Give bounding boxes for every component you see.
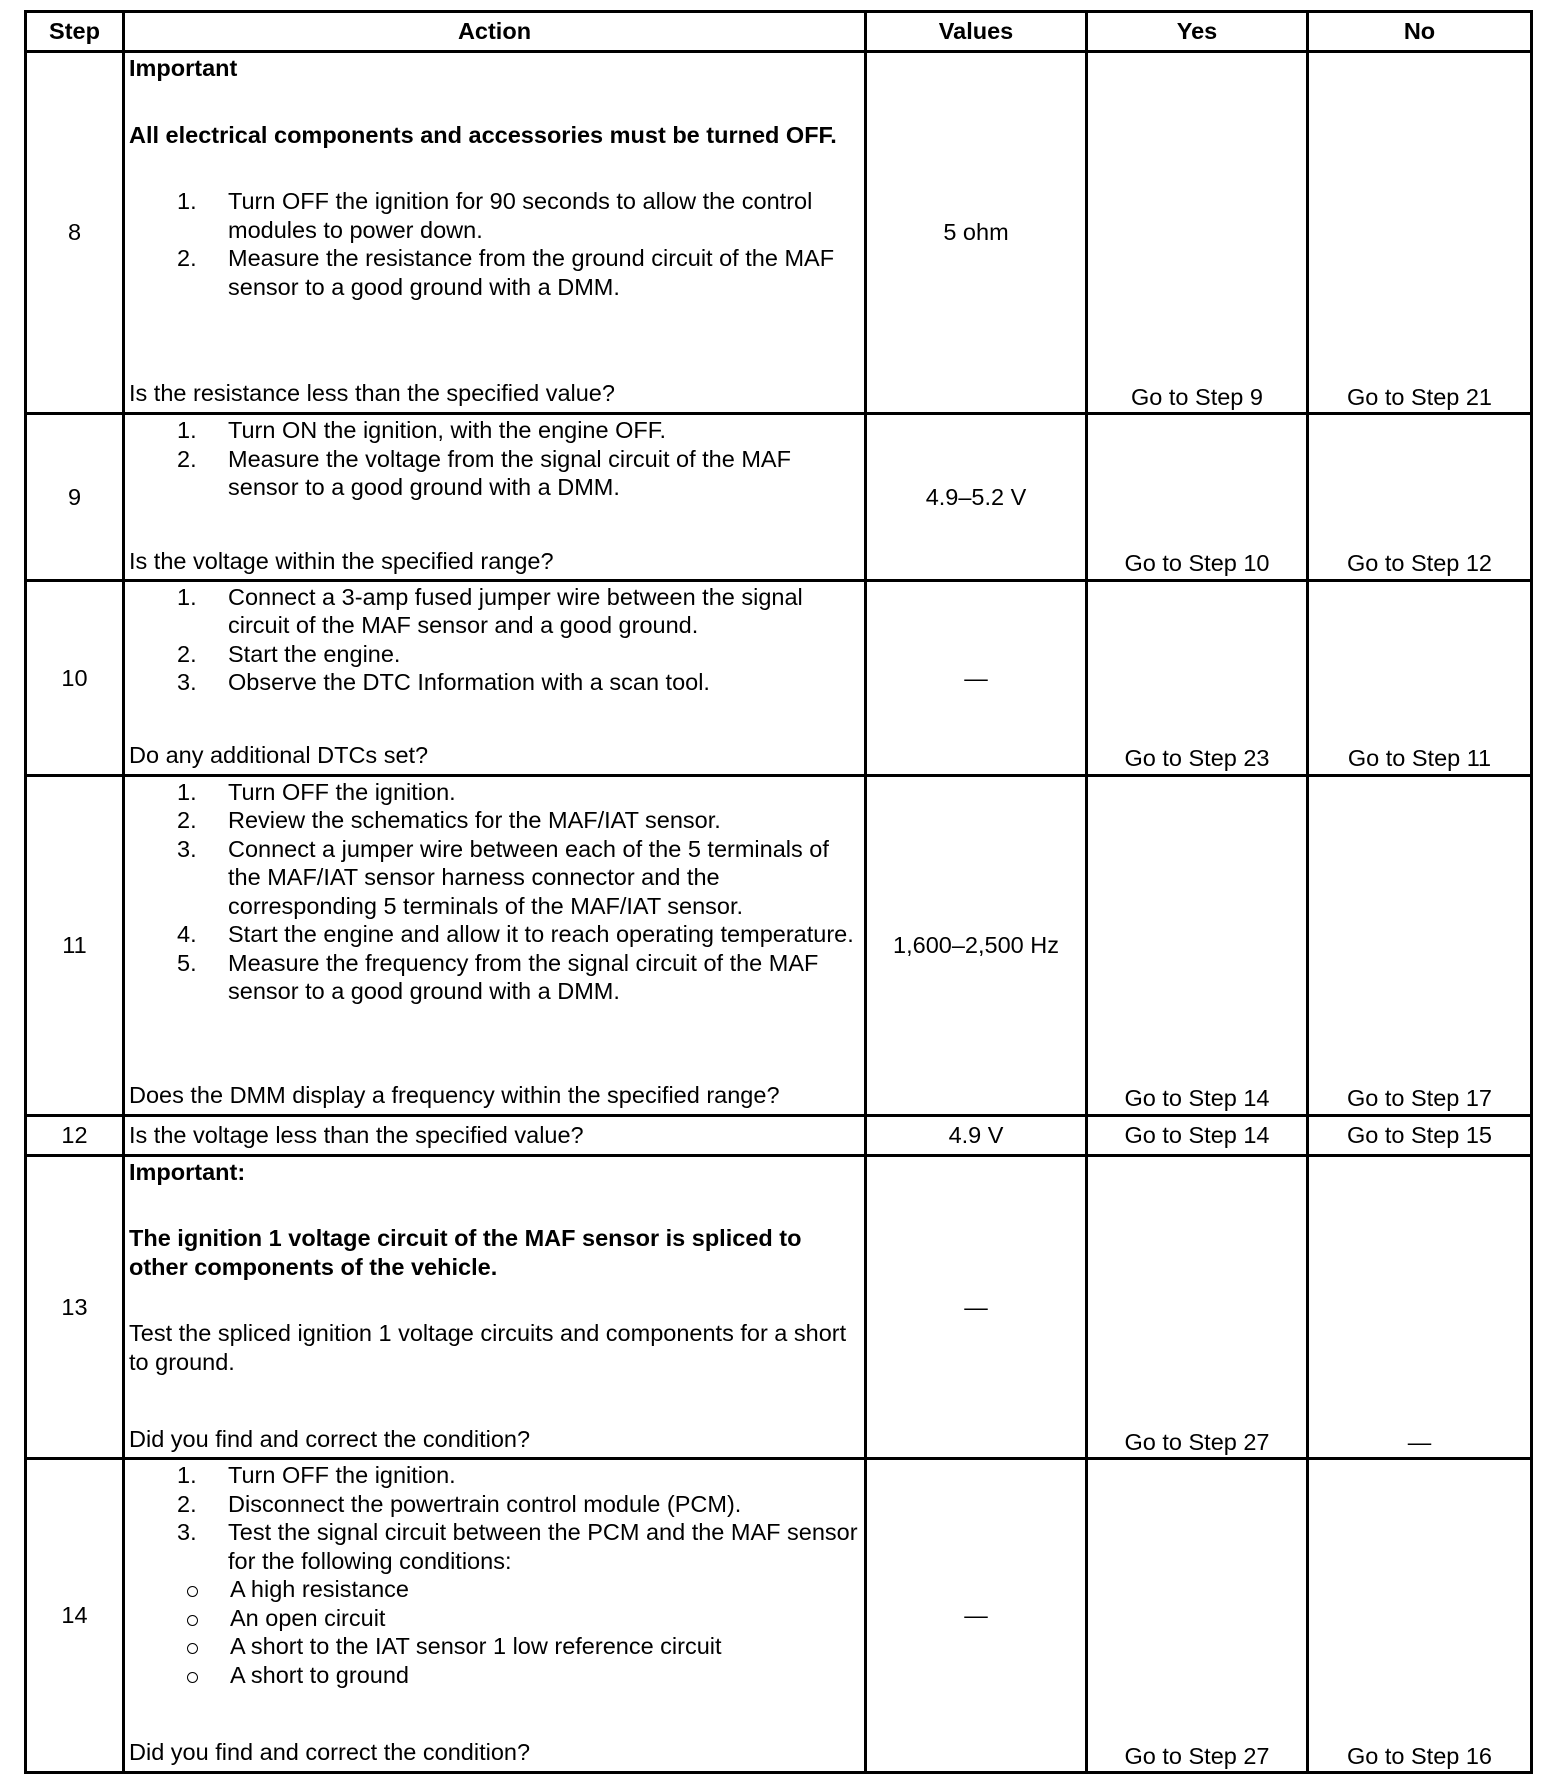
step-number: 13	[26, 1155, 124, 1459]
step-text: Measure the frequency from the signal circuit of the MAF sensor to a good ground with a DMM.	[228, 949, 819, 1005]
step-list	[129, 416, 860, 502]
condition-text: An open circuit	[230, 1604, 386, 1631]
circle-bullet-icon	[187, 1672, 198, 1683]
list-item: 2. Disconnect the powertrain control module (PCM).	[177, 1490, 742, 1517]
diagnostic-table	[24, 10, 1533, 1774]
no-cell: Go to Step 17	[1308, 775, 1532, 1115]
list-item: 2. Measure the resistance from the ground circuit of the MAF sensor to a good ground with a DMM.	[177, 245, 835, 300]
step-text: Observe the DTC Information with a scan tool.	[228, 669, 710, 696]
no-cell: Go to Step 12	[1308, 414, 1532, 581]
list-item: 2. Measure the voltage from the signal circuit of the MAF sensor to a good ground with a DMM.	[177, 445, 791, 501]
circle-bullet-icon	[187, 1615, 198, 1626]
step-text: Connect a jumper wire between each of the 5 terminals of the MAF/IAT sensor harness connector and the corresponding 5 terminals of the MAF/IAT sensor.	[228, 835, 829, 919]
step-text: Measure the voltage from the signal circuit of the MAF sensor to a good ground with a DMM.	[228, 445, 791, 501]
action-cell	[124, 414, 866, 581]
step-text: Disconnect the powertrain control module (PCM).	[228, 1490, 742, 1517]
question: Is the voltage less than the specified value?	[124, 1115, 866, 1155]
step-text: Test the signal circuit between the PCM and the MAF sensor for the following conditions:	[228, 1519, 858, 1574]
value-cell: 5 ohm	[866, 52, 1087, 414]
list-item: 1. Turn ON the ignition, with the engine OFF.	[177, 417, 667, 444]
action-cell	[124, 775, 866, 1115]
step-text: Connect a 3-amp fused jumper wire between the signal circuit of the MAF sensor and a good ground.	[228, 583, 803, 639]
value-cell: 4.9–5.2 V	[866, 414, 1087, 581]
table-row	[26, 1155, 1532, 1459]
step-text: Measure the resistance from the ground circuit of the MAF sensor to a good ground with a DMM.	[228, 245, 835, 300]
question: Did you find and correct the condition?	[129, 1425, 531, 1452]
important-label: Important:	[129, 1158, 246, 1185]
step-text: Turn OFF the ignition for 90 seconds to allow the control modules to power down.	[228, 188, 813, 243]
step-text: Start the engine.	[228, 640, 401, 667]
no-cell: Go to Step 21	[1308, 52, 1532, 414]
step-number: 11	[26, 775, 124, 1115]
table-row	[26, 414, 1532, 581]
no-cell: —	[1308, 1155, 1532, 1459]
yes-cell: Go to Step 10	[1087, 414, 1308, 581]
list-item: 1. Turn OFF the ignition.	[177, 778, 456, 805]
table-row	[26, 775, 1532, 1115]
list-item	[129, 1604, 860, 1633]
no-cell: Go to Step 11	[1308, 580, 1532, 775]
list-item	[129, 1661, 860, 1690]
step-list	[129, 583, 860, 697]
list-item: 3. Observe the DTC Information with a scan tool.	[177, 669, 710, 696]
instruction-text: Test the spliced ignition 1 voltage circuits and components for a short to ground.	[129, 1320, 847, 1375]
circle-bullet-icon	[187, 1643, 198, 1654]
action-cell	[124, 580, 866, 775]
list-item: 1. Turn OFF the ignition.	[177, 1462, 456, 1489]
step-text: Start the engine and allow it to reach operating temperature.	[228, 921, 854, 948]
step-number: 9	[26, 414, 124, 581]
step-number: 8	[26, 52, 124, 414]
step-number: 10	[26, 580, 124, 775]
list-item: 1. Turn OFF the ignition for 90 seconds to allow the control modules to power down.	[177, 188, 813, 243]
value-cell: —	[866, 1155, 1087, 1459]
list-item	[129, 1575, 860, 1604]
header-step: Step	[26, 12, 124, 52]
step-number: 14	[26, 1459, 124, 1773]
list-item: 4. Start the engine and allow it to reach operating temperature.	[177, 921, 854, 948]
yes-cell: Go to Step 14	[1087, 1115, 1308, 1155]
condition-text: A high resistance	[230, 1576, 409, 1603]
question: Is the voltage within the specified range?	[129, 547, 554, 574]
header-values: Values	[866, 12, 1087, 52]
list-item: 5. Measure the frequency from the signal circuit of the MAF sensor to a good ground with a DMM.	[177, 949, 819, 1005]
step-number: 12	[26, 1115, 124, 1155]
circle-bullet-icon	[187, 1586, 198, 1597]
table-row	[26, 580, 1532, 775]
table-row	[26, 1115, 1532, 1155]
yes-cell: Go to Step 27	[1087, 1459, 1308, 1773]
condition-text: A short to the IAT sensor 1 low reference circuit	[230, 1633, 722, 1660]
header-yes: Yes	[1087, 12, 1308, 52]
question: Does the DMM display a frequency within the specified range?	[129, 1081, 780, 1108]
important-text: The ignition 1 voltage circuit of the MAF sensor is spliced to other components of the vehicle.	[129, 1225, 802, 1280]
value-cell: 1,600–2,500 Hz	[866, 775, 1087, 1115]
question: Did you find and correct the condition?	[129, 1739, 531, 1766]
no-cell: Go to Step 16	[1308, 1459, 1532, 1773]
value-cell: 4.9 V	[866, 1115, 1087, 1155]
header-row	[26, 12, 1532, 52]
step-text: Turn ON the ignition, with the engine OFF.	[228, 417, 667, 444]
step-list	[129, 1461, 860, 1689]
list-item: 1. Connect a 3-amp fused jumper wire between the signal circuit of the MAF sensor and a good ground.	[177, 583, 803, 639]
important-label: Important	[129, 55, 238, 81]
yes-cell: Go to Step 9	[1087, 52, 1308, 414]
action-cell	[124, 1459, 866, 1773]
question: Is the resistance less than the specified value?	[129, 380, 615, 407]
header-no: No	[1308, 12, 1532, 52]
no-cell: Go to Step 15	[1308, 1115, 1532, 1155]
important-text: All electrical components and accessories must be turned OFF.	[129, 121, 837, 148]
list-item: 3. Connect a jumper wire between each of the 5 terminals of the MAF/IAT sensor harness connector and the corresponding 5 terminals of the MAF/IAT sensor.	[177, 835, 829, 919]
value-cell: —	[866, 1459, 1087, 1773]
question: Do any additional DTCs set?	[129, 742, 429, 769]
list-item: 2. Review the schematics for the MAF/IAT sensor.	[177, 807, 721, 834]
condition-text: A short to ground	[230, 1661, 409, 1688]
step-list	[129, 187, 860, 301]
value-cell: —	[866, 580, 1087, 775]
action-cell	[124, 52, 866, 414]
list-item	[129, 1632, 860, 1661]
condition-list	[129, 1575, 860, 1689]
step-text: Review the schematics for the MAF/IAT sensor.	[228, 807, 721, 834]
list-item: 2. Start the engine.	[177, 640, 401, 667]
list-item: 3. Test the signal circuit between the PCM and the MAF sensor for the following conditions: A high resistance An open circuit A short to the IAT sensor 1 low reference circuit A short to ground	[129, 1518, 860, 1689]
action-cell	[124, 1155, 866, 1459]
yes-cell: Go to Step 27	[1087, 1155, 1308, 1459]
step-text: Turn OFF the ignition.	[228, 1462, 456, 1489]
yes-cell: Go to Step 14	[1087, 775, 1308, 1115]
header-action: Action	[124, 12, 866, 52]
table-row	[26, 52, 1532, 414]
step-list	[129, 778, 860, 1006]
step-text: Turn OFF the ignition.	[228, 778, 456, 805]
table-row	[26, 1459, 1532, 1773]
yes-cell: Go to Step 23	[1087, 580, 1308, 775]
